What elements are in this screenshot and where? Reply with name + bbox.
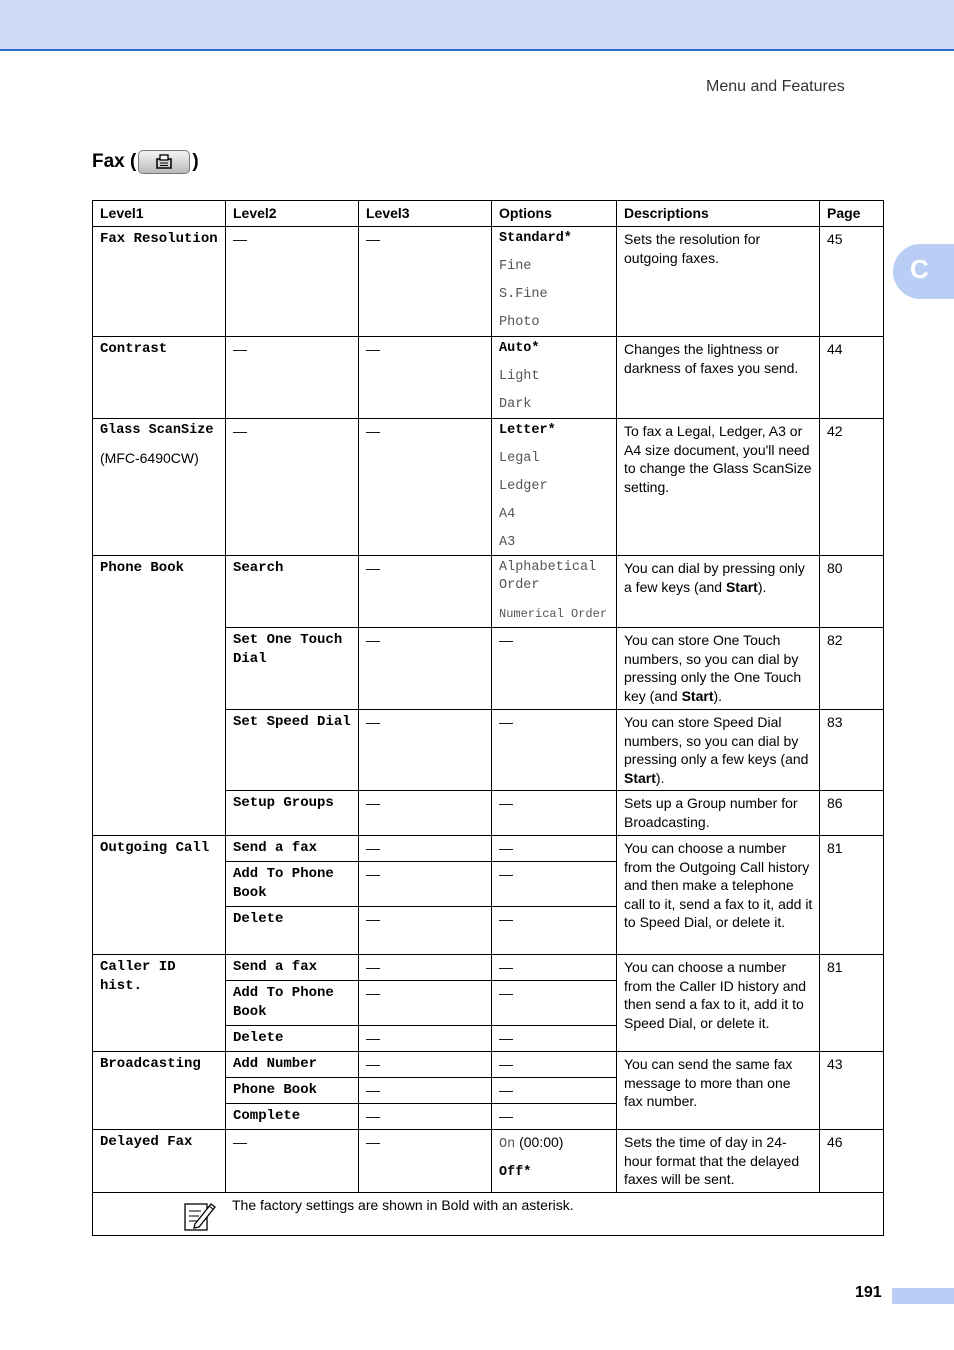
- options-cell: —: [492, 907, 617, 955]
- option: A3: [499, 535, 516, 550]
- option: S.Fine: [499, 287, 548, 302]
- title-prefix: Fax (: [92, 151, 137, 172]
- description-cell: Changes the lightness or darkness of faxes you send.: [617, 337, 820, 419]
- section-title: [92, 150, 199, 174]
- level1-cell: [93, 419, 226, 556]
- options-cell: —: [492, 836, 617, 862]
- desc-bold: Start: [725, 578, 758, 595]
- level2-cell: Delete: [226, 1026, 359, 1052]
- options-cell: —: [492, 628, 617, 710]
- table-row: [93, 556, 884, 628]
- description-cell: To fax a Legal, Ledger, A3 or A4 size document, you'll need to change the Glass ScanSize setting.: [617, 419, 820, 556]
- option-on: [499, 1133, 610, 1154]
- level3-cell: —: [359, 1130, 492, 1193]
- level1-cell: Phone Book: [93, 556, 226, 836]
- table-row: [93, 1052, 884, 1078]
- page-cell: 81: [820, 836, 884, 955]
- level3-cell: —: [359, 907, 492, 955]
- options-cell: —: [492, 1078, 617, 1104]
- chapter-letter: C: [910, 254, 929, 284]
- level2-cell: Complete: [226, 1104, 359, 1130]
- title-suffix: ): [192, 151, 199, 172]
- note-cell: [93, 1193, 884, 1236]
- option: Light: [499, 369, 540, 384]
- level3-cell: —: [359, 710, 492, 791]
- description-cell: Sets the resolution for outgoing faxes.: [617, 227, 820, 337]
- col-level3: Level3: [359, 201, 492, 227]
- level1-cell: Fax Resolution: [93, 227, 226, 337]
- level2-cell: —: [226, 419, 359, 556]
- level2-cell: Add Number: [226, 1052, 359, 1078]
- page-cell: 80: [820, 556, 884, 628]
- header-row: [93, 201, 884, 227]
- table-row: [93, 955, 884, 981]
- level1-label: Glass ScanSize: [100, 423, 214, 438]
- level3-cell: —: [359, 1052, 492, 1078]
- option: A4: [499, 507, 516, 522]
- options-cell: [492, 1130, 617, 1193]
- level2-cell: —: [226, 337, 359, 419]
- level1-cell: Contrast: [93, 337, 226, 419]
- desc-text: ).: [655, 769, 665, 786]
- level2-cell: Send a fax: [226, 955, 359, 981]
- desc-bold: Start: [624, 769, 656, 786]
- page-cell: 83: [820, 710, 884, 791]
- level2-cell: Search: [226, 556, 359, 628]
- page-cell: 43: [820, 1052, 884, 1130]
- option: Numerical Order: [499, 607, 608, 621]
- level3-cell: —: [359, 227, 492, 337]
- level3-cell: —: [359, 955, 492, 981]
- desc-text: You can dial by pressing only a few keys (and: [624, 560, 805, 595]
- description-cell: Sets the time of day in 24-hour format that the delayed faxes will be sent.: [617, 1130, 820, 1193]
- level3-cell: —: [359, 862, 492, 907]
- level2-cell: Phone Book: [226, 1078, 359, 1104]
- table-row: [93, 1130, 884, 1193]
- level3-cell: —: [359, 337, 492, 419]
- table-row: [93, 836, 884, 862]
- options-cell: —: [492, 791, 617, 836]
- description-cell: [617, 710, 820, 791]
- level1-cell: Delayed Fax: [93, 1130, 226, 1193]
- level2-cell: Add To Phone Book: [226, 862, 359, 907]
- note-text: The factory settings are shown in Bold with an asterisk.: [232, 1197, 574, 1213]
- table-row: [93, 227, 884, 337]
- desc-text: You can store One Touch numbers, so you can dial by pressing only the One Touch key (and: [624, 632, 802, 704]
- option-default: Auto*: [499, 341, 540, 356]
- description-cell: Sets up a Group number for Broadcasting.: [617, 791, 820, 836]
- col-level2: Level2: [226, 201, 359, 227]
- top-banner: [0, 0, 954, 51]
- level3-cell: —: [359, 628, 492, 710]
- option: Fine: [499, 259, 532, 274]
- level3-cell: —: [359, 556, 492, 628]
- level3-cell: —: [359, 981, 492, 1026]
- level3-cell: —: [359, 1026, 492, 1052]
- level2-cell: —: [226, 227, 359, 337]
- options-cell: —: [492, 1104, 617, 1130]
- options-cell: —: [492, 1026, 617, 1052]
- desc-bold: Start: [681, 687, 714, 704]
- fax-button-icon: [138, 150, 190, 174]
- col-options: Options: [492, 201, 617, 227]
- option-default: Off*: [499, 1165, 532, 1180]
- level2-cell: Setup Groups: [226, 791, 359, 836]
- level2-cell: Delete: [226, 907, 359, 955]
- level2-cell: Send a fax: [226, 836, 359, 862]
- fax-menu-table: [92, 200, 884, 1236]
- col-page: Page: [820, 201, 884, 227]
- page-number: 191: [855, 1284, 882, 1301]
- level1-cell: Caller ID hist.: [93, 955, 226, 1052]
- options-cell: [492, 337, 617, 419]
- options-cell: [492, 556, 617, 628]
- options-cell: —: [492, 1052, 617, 1078]
- level1-cell: Broadcasting: [93, 1052, 226, 1130]
- level3-cell: —: [359, 1078, 492, 1104]
- level3-cell: —: [359, 836, 492, 862]
- page-cell: 81: [820, 955, 884, 1052]
- page-cell: 45: [820, 227, 884, 337]
- description-cell: You can send the same fax message to more than one fax number.: [617, 1052, 820, 1130]
- description-cell: [617, 556, 820, 628]
- col-descriptions: Descriptions: [617, 201, 820, 227]
- option: Dark: [499, 397, 532, 412]
- note-pencil-icon: [181, 1198, 217, 1237]
- level3-cell: —: [359, 791, 492, 836]
- page-cell: 86: [820, 791, 884, 836]
- desc-text: ).: [757, 578, 767, 595]
- model-note: (MFC-6490CW): [100, 449, 199, 466]
- page-cell: 46: [820, 1130, 884, 1193]
- running-header: Menu and Features: [706, 78, 845, 95]
- note-row: [93, 1193, 884, 1236]
- option: Ledger: [499, 479, 548, 494]
- options-cell: [492, 419, 617, 556]
- page-cell: 82: [820, 628, 884, 710]
- description-cell: You can choose a number from the Caller ID history and then send a fax to it, add it to Speed Dial, or delete it.: [617, 955, 820, 1052]
- options-cell: —: [492, 955, 617, 981]
- options-cell: —: [492, 710, 617, 791]
- option-default: Letter*: [499, 423, 556, 438]
- option: Alphabetical Order: [499, 560, 597, 593]
- description-cell: You can choose a number from the Outgoing Call history and then make a telephone call to it, send a fax to it, add it to Speed Dial, or delete it.: [617, 836, 820, 955]
- table-row: [93, 337, 884, 419]
- level2-cell: Add To Phone Book: [226, 981, 359, 1026]
- desc-text: ).: [713, 687, 723, 704]
- options-cell: —: [492, 862, 617, 907]
- level1-cell: Outgoing Call: [93, 836, 226, 955]
- option: Legal: [499, 451, 540, 466]
- page-cell: 42: [820, 419, 884, 556]
- desc-text: You can store Speed Dial numbers, so you can dial by pressing only a few keys (and: [624, 714, 809, 767]
- page-cell: 44: [820, 337, 884, 419]
- options-cell: [492, 227, 617, 337]
- level3-cell: —: [359, 1104, 492, 1130]
- option-default: Standard*: [499, 231, 572, 246]
- option: Photo: [499, 315, 540, 330]
- page-number-bar: [892, 1288, 954, 1304]
- chapter-tab: [893, 244, 954, 299]
- level2-cell: —: [226, 1130, 359, 1193]
- options-cell: —: [492, 981, 617, 1026]
- option: On: [499, 1137, 516, 1152]
- level3-cell: —: [359, 419, 492, 556]
- level2-cell: Set Speed Dial: [226, 710, 359, 791]
- level2-cell: Set One Touch Dial: [226, 628, 359, 710]
- description-cell: [617, 628, 820, 710]
- table-row: [93, 419, 884, 556]
- col-level1: Level1: [93, 201, 226, 227]
- option-time: (00:00): [519, 1134, 564, 1150]
